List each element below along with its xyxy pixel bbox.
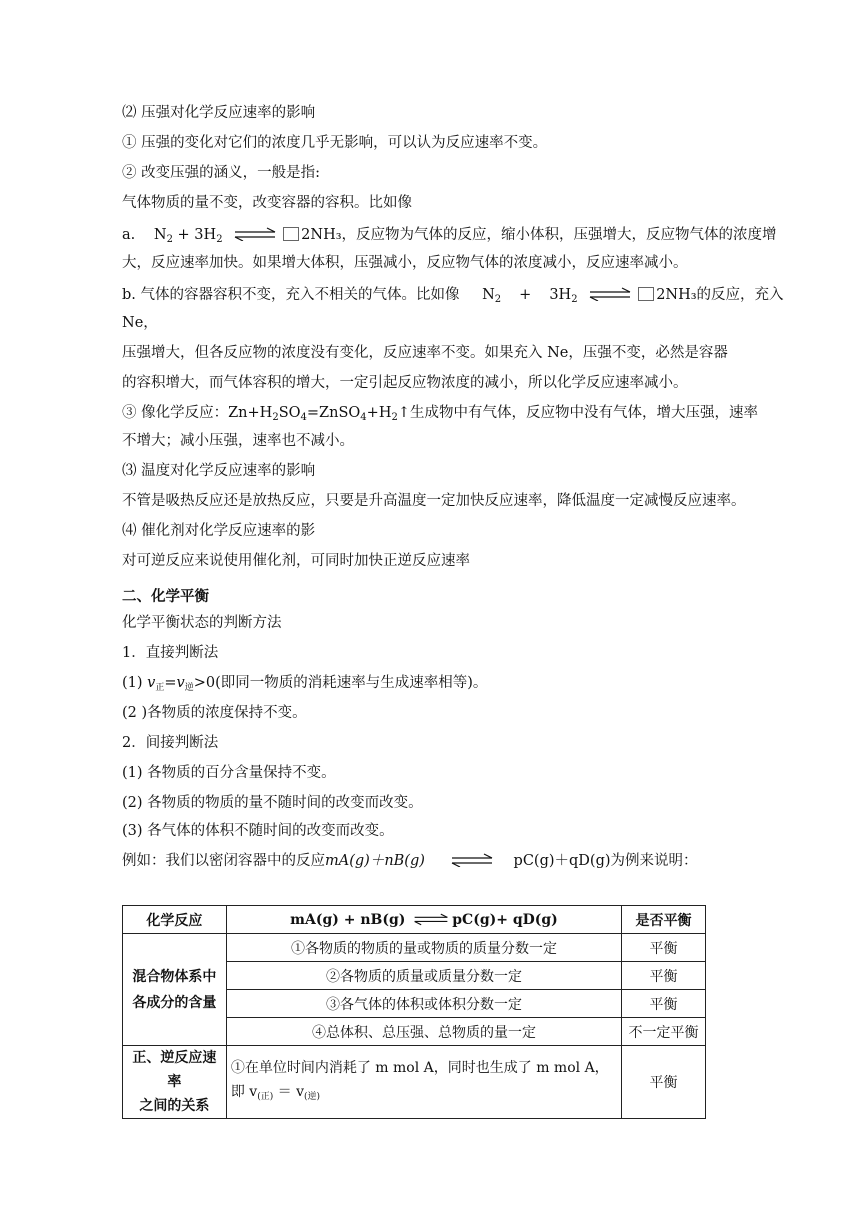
paragraph: (3) 各气体的体积不随时间的改变而改变。 xyxy=(122,823,394,839)
paragraph: 不管是吸热反应还是放热反应，只要是升高温度一定加快反应速率，降低温度一定减慢反应速率。 xyxy=(122,493,746,509)
table-header-cell: 化学反应 xyxy=(123,906,227,934)
paragraph-formula-a: a. $N_2 + 3H_2$ 2NH₃，反应物为气体的反应，缩小体积，压强增大，反应物气体的浓度增 xyxy=(122,227,777,245)
group-label-rate: 正、逆反应速率 之间的关系 xyxy=(123,1046,227,1119)
paragraph: (1) 各物质的百分含量保持不变。 xyxy=(122,765,336,781)
table-cell: ①在单位时间内消耗了 m mol A，同时也生成了 m mol A， 即 $v_{(正)} = v_{(逆)}$ xyxy=(226,1046,621,1119)
table-cell: 平衡 xyxy=(622,990,706,1018)
section-title-pressure: ⑵ 压强对化学反应速率的影响 xyxy=(122,105,316,121)
table-header-cell: mA(g) + nB(g) pC(g)+ qD(g) xyxy=(226,906,621,934)
section-title-catalyst: ⑷ 催化剂对化学反应速率的影 xyxy=(122,523,316,539)
paragraph: 不增大；减小压强，速率也不减小。 xyxy=(122,433,354,449)
table-cell: ③各气体的体积或体积分数一定 xyxy=(226,990,621,1018)
placeholder-box xyxy=(638,287,654,301)
formula: $N_2 + 3H_2$ xyxy=(482,287,578,305)
table-row xyxy=(123,1046,706,1119)
paragraph: 压强增大，但各反应物的浓度没有变化，反应速率不变。如果充入 Ne，压强不变，必然是容器 xyxy=(122,345,728,361)
paragraph: ② 改变压强的涵义，一般是指: xyxy=(122,165,320,181)
paragraph: (2) 各物质的物质的量不随时间的改变而改变。 xyxy=(122,795,423,811)
subheading: 1．直接判断法 xyxy=(122,645,219,661)
subheading: 2．间接判断法 xyxy=(122,735,219,751)
paragraph: Ne， xyxy=(122,315,158,331)
paragraph: 气体物质的量不变，改变容器的容积。比如像 xyxy=(122,195,412,211)
list-marker: a. xyxy=(122,227,136,243)
equilibrium-arrow-icon xyxy=(588,287,632,301)
table-cell: ②各物质的质量或质量分数一定 xyxy=(226,962,621,990)
equilibrium-arrow-icon xyxy=(450,853,494,867)
equilibrium-table xyxy=(122,905,706,1119)
table-row xyxy=(123,934,706,962)
formula: $N_2 + 3H_2$ xyxy=(153,227,223,245)
section-title-temperature: ⑶ 温度对化学反应速率的影响 xyxy=(122,463,316,479)
table-cell: ①各物质的物质的量或物质的质量分数一定 xyxy=(226,934,621,962)
paragraph-example: 例如：我们以密闭容器中的反应mA(g)＋nB(g) pC(g)＋qD(g)为例来说明： xyxy=(122,853,698,869)
table-cell: 平衡 xyxy=(622,934,706,962)
paragraph-formula-b: b. 气体的容器容积不变，充入不相关的气体。比如像 $N_2 + 3H_2$ 2NH₃的反应，充入 xyxy=(122,287,784,305)
table-cell: 平衡 xyxy=(622,1046,706,1119)
heading-chemical-equilibrium: 二、化学平衡 xyxy=(122,588,209,605)
group-label-content: 混合物体系中 各成分的含量 xyxy=(123,934,227,1046)
paragraph: 化学平衡状态的判断方法 xyxy=(122,615,282,631)
paragraph-rate-equal: (1) $v_正=v_逆>0$(即同一物质的消耗速率与生成速率相等)。 xyxy=(122,675,488,693)
table-cell: 平衡 xyxy=(622,962,706,990)
placeholder-box xyxy=(283,227,299,241)
paragraph: 大，反应速率加快。如果增大体积，压强减小，反应物气体的浓度减小，反应速率减小。 xyxy=(122,255,688,271)
paragraph-zn-reaction: ③ 像化学反应：$Zn+H_2SO_4=ZnSO_4+H_2↑$生成物中有气体，反应物中没有气体，增大压强，速率 xyxy=(122,405,758,423)
paragraph: (2 )各物质的浓度保持不变。 xyxy=(122,705,307,721)
table-cell: ④总体积、总压强、总物质的量一定 xyxy=(226,1018,621,1046)
paragraph: 对可逆反应来说使用催化剂，可同时加快正逆反应速率 xyxy=(122,553,470,569)
paragraph: 的容积增大，而气体容积的增大，一定引起反应物浓度的减小，所以化学反应速率减小。 xyxy=(122,375,688,391)
equilibrium-arrow-icon xyxy=(233,227,277,241)
table-header-row xyxy=(123,906,706,934)
table-header-cell: 是否平衡 xyxy=(622,906,706,934)
table-cell: 不一定平衡 xyxy=(622,1018,706,1046)
equilibrium-arrow-icon xyxy=(413,912,449,926)
paragraph: ① 压强的变化对它们的浓度几乎无影响，可以认为反应速率不变。 xyxy=(122,135,548,151)
